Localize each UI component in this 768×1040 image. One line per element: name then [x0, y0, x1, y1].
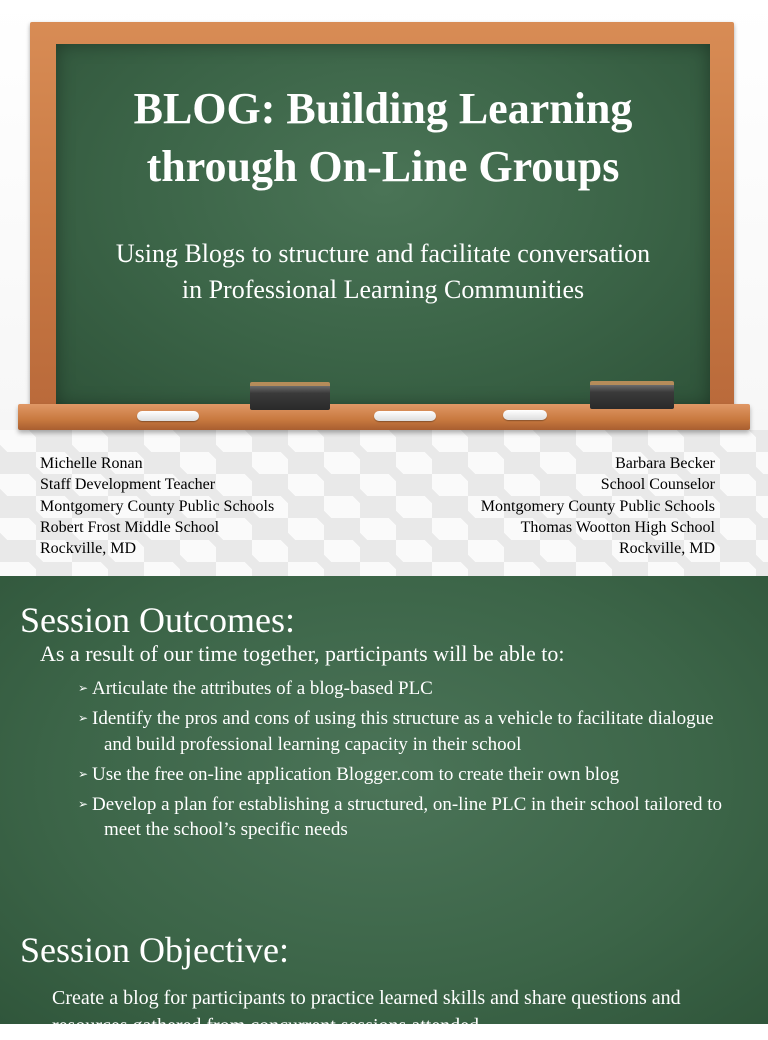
presenter-school: Robert Frost Middle School: [40, 518, 220, 536]
slide-title: [60, 80, 706, 196]
objective-heading: Session Objective:: [20, 930, 289, 970]
arrow-bullet-icon: ➢: [78, 766, 89, 781]
presenter-right: [481, 453, 715, 559]
chalk-piece: [374, 411, 436, 421]
outcomes-slide: [0, 576, 768, 1037]
presenter-name: Barbara Becker: [615, 455, 715, 472]
presenter-role: School Counselor: [600, 476, 715, 494]
arrow-bullet-icon: ➢: [78, 796, 89, 811]
outcomes-list: [78, 676, 738, 847]
presenter-school: Thomas Wootton High School: [520, 518, 715, 536]
title-line-2: through On-Line Groups: [146, 142, 620, 191]
subtitle-line-1: Using Blogs to structure and facilitate conversation: [115, 239, 651, 268]
arrow-bullet-icon: ➢: [78, 681, 89, 695]
presenter-location: Rockville, MD: [619, 540, 715, 558]
chalk-piece: [503, 410, 547, 420]
outcomes-heading: Session Outcomes:: [20, 600, 295, 640]
outcomes-intro: As a result of our time together, participants will be able to:: [40, 641, 565, 666]
arrow-bullet-icon: ➢: [78, 711, 89, 725]
slide-subtitle: [60, 236, 706, 308]
presenter-location: Rockville, MD: [40, 540, 136, 558]
presenter-district: Montgomery County Public Schools: [480, 497, 715, 515]
list-item: ➢ Develop a plan for establishing a structured, on-line PLC in their school tailored to meet the school’s specific needs: [78, 793, 723, 840]
chalk-piece: [137, 411, 199, 421]
subtitle-line-2: in Professional Learning Communities: [181, 275, 585, 304]
eraser: [590, 381, 674, 409]
list-item: ➢ Use the free on-line application Blogger.com to create their own blog: [78, 762, 738, 788]
list-item: ➢ Articulate the attributes of a blog-based PLC: [78, 676, 738, 702]
list-item: ➢ Identify the pros and cons of using this structure as a vehicle to facilitate dialogue and build professional learning capacity in their school: [78, 708, 714, 755]
presenter-left: [40, 453, 274, 559]
title-line-1: BLOG: Building Learning: [133, 84, 633, 133]
presenter-role: Staff Development Teacher: [40, 476, 216, 494]
presenter-name: Michelle Ronan: [40, 455, 143, 472]
eraser: [250, 382, 330, 410]
presenter-district: Montgomery County Public Schools: [40, 497, 275, 515]
objective-text: Create a blog for participants to practice learned skills and share questions and resources gathered from concurrent sessions attended: [52, 987, 681, 1037]
